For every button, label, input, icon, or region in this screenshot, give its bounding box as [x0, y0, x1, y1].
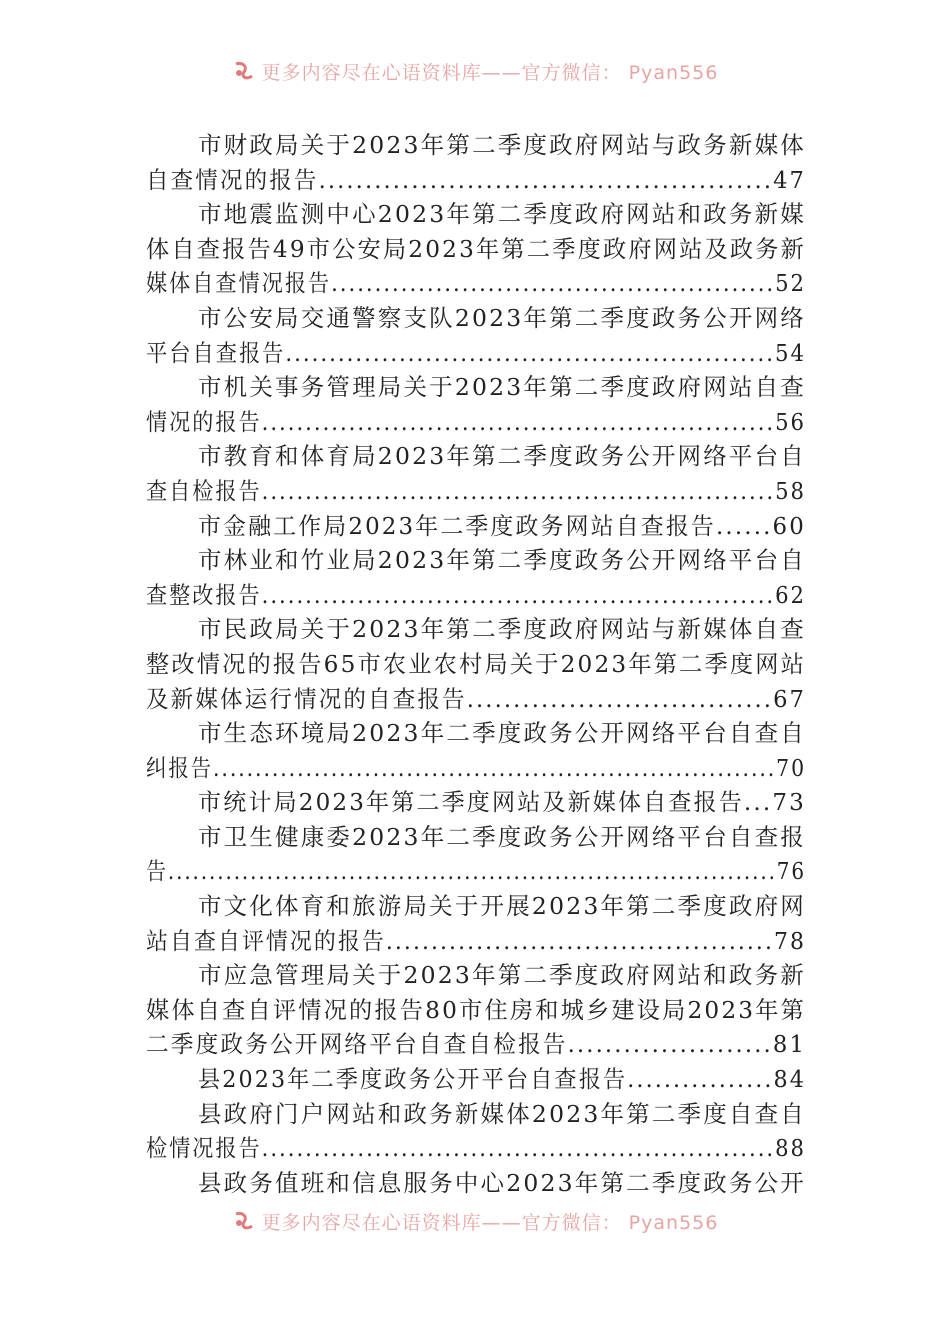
- toc-line: 二季度政务公开网络平台自查自检报告......................81: [146, 1030, 806, 1059]
- watermark-top: [0, 58, 950, 84]
- watermark-text: 更多内容尽在心语资料库——官方微信： Pyan556: [261, 1211, 719, 1234]
- toc-line: 纠报告...................................................................70: [146, 753, 806, 782]
- watermark-bottom: [0, 1208, 950, 1234]
- toc-line: 市统计局2023年第二季度网站及新媒体自查报告...73: [198, 788, 806, 817]
- toc-line: 及新媒体运行情况的自查报告.................................67: [146, 684, 806, 713]
- toc-line: 媒体自查自评情况的报告80市住房和城乡建设局2023年第: [146, 995, 806, 1024]
- toc-line: 整改情况的报告65市农业农村局关于2023年第二季度网站: [146, 649, 806, 678]
- toc-line: 媒体自查情况报告...................................................52: [146, 269, 806, 298]
- toc-line: 查自检报告...........................................................58: [146, 476, 806, 505]
- toc-line: 县政府门户网站和政务新媒体2023年第二季度自查自: [198, 1099, 806, 1128]
- toc-line: 情况的报告...........................................................56: [146, 407, 806, 436]
- toc-line: 市公安局交通警察支队2023年第二季度政务公开网络: [198, 303, 806, 332]
- toc-line: 市卫生健康委2023年二季度政务公开网络平台自查报: [198, 822, 806, 851]
- toc-line: 县2023年二季度政务公开平台自查报告................84: [198, 1065, 806, 1094]
- toc-line: 市机关事务管理局关于2023年第二季度政府网站自查: [198, 373, 806, 402]
- toc-line: 市生态环境局2023年二季度政务公开网络平台自查自: [198, 719, 806, 748]
- toc-line: 市教育和体育局2023年第二季度政务公开网络平台自: [198, 442, 806, 471]
- toc-line: 市财政局关于2023年第二季度政府网站与政务新媒体: [198, 131, 806, 159]
- toc-line: 告..........................................................................76: [146, 857, 806, 886]
- table-of-contents: [146, 128, 806, 1200]
- toc-line: 体自查报告49市公安局2023年第二季度政府网站及政务新: [146, 234, 806, 263]
- toc-line: 市民政局关于2023年第二季度政府网站与新媒体自查: [198, 615, 806, 644]
- toc-line: 市林业和竹业局2023年第二季度政务公开网络平台自: [198, 546, 806, 575]
- toc-line: 市文化体育和旅游局关于开展2023年第二季度政府网: [198, 892, 806, 921]
- toc-line: 站自查自评情况的报告...........................................78: [146, 926, 806, 955]
- toc-line: 查整改报告...........................................................62: [146, 580, 806, 609]
- toc-line: 县政务值班和信息服务中心2023年第二季度政务公开: [198, 1168, 806, 1197]
- watermark-logo-icon: [232, 1210, 256, 1232]
- toc-line: 平台自查报告........................................................54: [146, 338, 806, 367]
- watermark-text: 更多内容尽在心语资料库——官方微信： Pyan556: [261, 61, 719, 84]
- toc-line: 市应急管理局关于2023年第二季度政府网站和政务新: [198, 961, 806, 990]
- watermark-logo-icon: [232, 60, 256, 82]
- toc-line: 市地震监测中心2023年第二季度政府网站和政务新媒: [198, 200, 806, 229]
- toc-line: 自查情况的报告.................................................47: [146, 165, 806, 194]
- toc-line: 市金融工作局2023年二季度政务网站自查报告......60: [198, 511, 806, 540]
- toc-line: 检情况报告...........................................................88: [146, 1134, 806, 1163]
